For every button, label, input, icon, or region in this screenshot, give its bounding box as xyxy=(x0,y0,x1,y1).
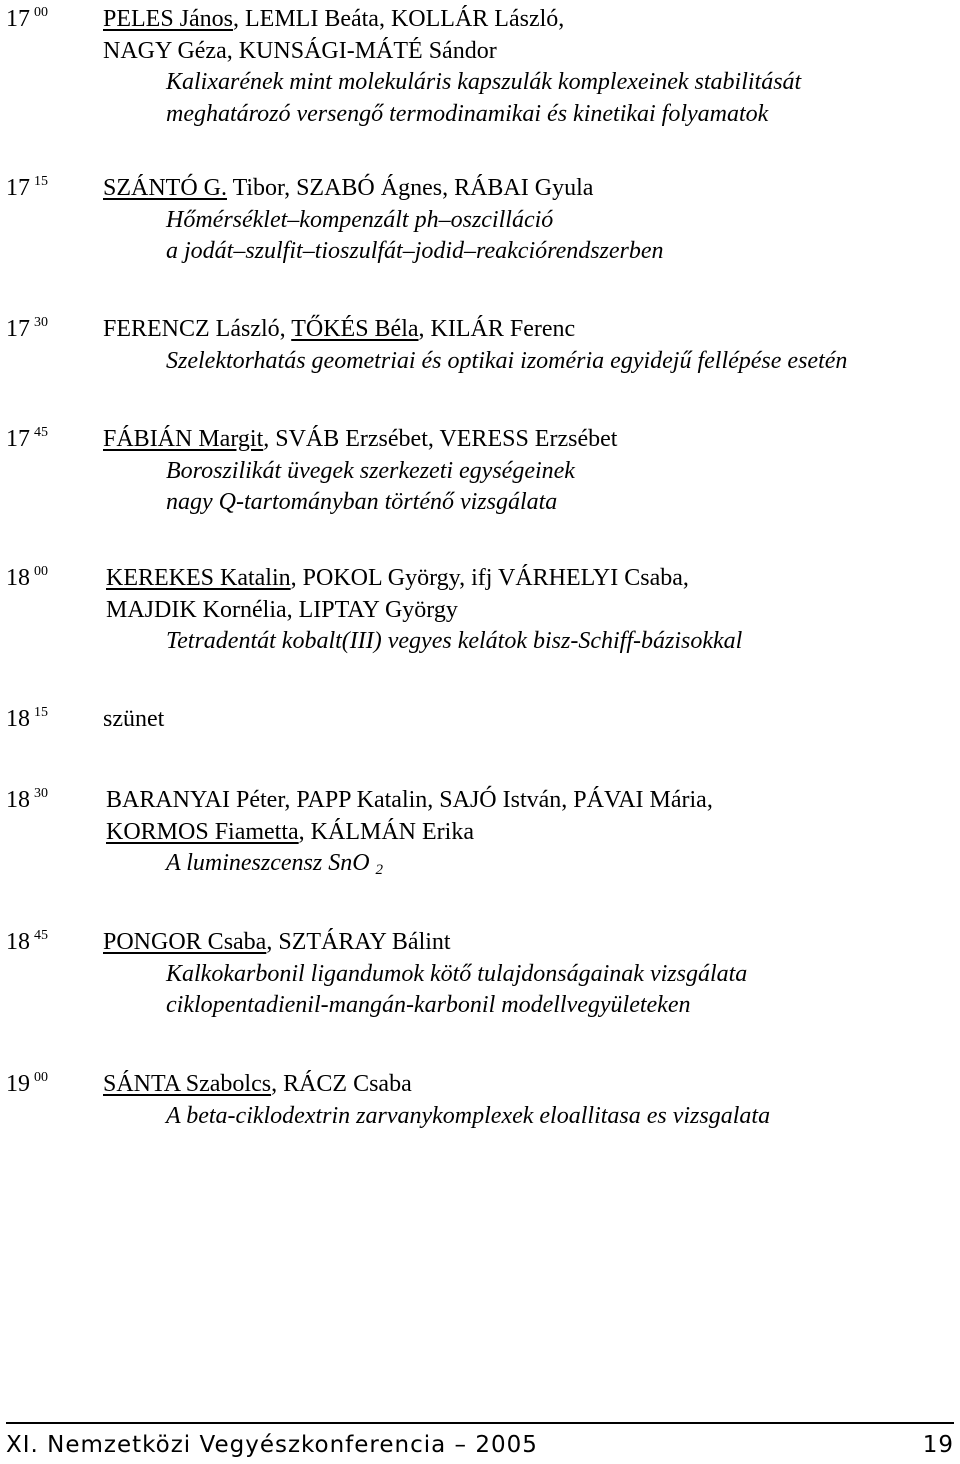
author-text: BARANYAI Péter, PAPP Katalin, SAJÓ István, PÁVAI Mária, xyxy=(106,787,713,813)
talk-title-text: meghatározó versengő termodinamikai és kinetikai folyamatok xyxy=(166,100,769,127)
author-text: , KÁLMÁN Erika xyxy=(298,818,474,845)
time-minute: 15 xyxy=(34,705,48,720)
time-slot xyxy=(6,314,48,348)
presenting-author: SZÁNTÓ G. xyxy=(103,175,227,201)
author-text: , RÁCZ Csaba xyxy=(271,1071,412,1097)
time-slot xyxy=(6,173,48,207)
author-line xyxy=(106,817,474,847)
talk-title xyxy=(166,205,553,235)
author-text: , KOLLÁR László, xyxy=(378,6,565,32)
footer-divider xyxy=(6,1422,954,1424)
break-label: szünet xyxy=(103,706,165,732)
author-line xyxy=(106,563,689,593)
time-hour: 18 xyxy=(6,565,30,591)
author-text: MAJDIK Kornélia, LIPTAY György xyxy=(106,596,458,623)
talk-title xyxy=(166,990,690,1020)
author-line xyxy=(103,314,575,344)
presenting-author: PONGOR Csaba xyxy=(103,929,267,955)
talk-title-text: Kalixarének mint molekuláris kapszulák komplexeinek stabilitását xyxy=(166,69,802,95)
time-minute: 00 xyxy=(34,1070,48,1085)
page-footer xyxy=(6,1430,954,1460)
time-minute: 15 xyxy=(34,174,48,189)
time-hour: 18 xyxy=(6,706,30,732)
time-hour: 19 xyxy=(6,1071,30,1097)
time-hour: 17 xyxy=(6,175,30,201)
talk-title-text: nagy Q-tartományban történő vizsgálata xyxy=(166,489,558,515)
talk-title-text: A lumineszcensz SnO xyxy=(166,850,370,876)
author-text: Tibor, SZABÓ Ágnes, RÁBAI Gyula xyxy=(227,175,594,201)
talk-title-text: Kalkokarbonil ligandumok kötő tulajdonságainak vizsgálata xyxy=(166,960,748,987)
talk-title xyxy=(166,959,747,989)
time-minute: 00 xyxy=(34,564,48,579)
time-minute: 45 xyxy=(34,928,48,943)
talk-title xyxy=(166,67,801,97)
author-line xyxy=(103,173,593,203)
author-text: NAGY Géza, KUNSÁGI-MÁTÉ Sándor xyxy=(103,37,497,64)
talk-title xyxy=(166,1101,770,1131)
time-slot xyxy=(6,4,48,38)
talk-title-text: A beta-ciklodextrin zarvanykomplexek eloallitasa es vizsgalata xyxy=(166,1102,771,1129)
time-minute: 30 xyxy=(34,786,48,801)
talk-title-text: Szelektorhatás geometriai és optikai izoméria egyidejű fellépése esetén xyxy=(166,347,848,374)
presenting-author: KEREKES Katalin xyxy=(106,565,291,591)
talk-title xyxy=(166,456,575,486)
talk-title xyxy=(166,99,768,129)
time-hour: 17 xyxy=(6,6,30,32)
talk-title xyxy=(166,236,664,266)
talk-title xyxy=(166,487,557,517)
footer-conference-title: XI. Nemzetközi Vegyészkonferencia – 2005 xyxy=(6,1432,538,1458)
author-line xyxy=(106,595,458,625)
talk-title-text: Boroszilikát üvegek szerkezeti egységeinek xyxy=(166,457,575,484)
talk-title-text: Hőmérséklet–kompenzált ph–oszcilláció xyxy=(166,206,554,233)
author-text: LEMLI Beáta xyxy=(245,6,379,32)
presenting-author: SÁNTA Szabolcs xyxy=(103,1071,272,1097)
time-slot xyxy=(6,785,48,819)
time-hour: 18 xyxy=(6,787,30,813)
author-text: , SVÁB Erzsébet, VERESS Erzsébet xyxy=(263,426,618,452)
page-number: 19 xyxy=(922,1432,954,1458)
presenting-author: TŐKÉS Béla xyxy=(291,316,419,342)
time-minute: 45 xyxy=(34,425,48,440)
author-line xyxy=(103,424,617,454)
presenting-author: FÁBIÁN Margit xyxy=(103,426,264,452)
author-line xyxy=(103,927,451,957)
talk-title-text: a jodát–szulfit–tioszulfát–jodid–reakciórendszerben xyxy=(166,238,664,264)
author-text: , xyxy=(233,6,246,32)
time-hour: 18 xyxy=(6,929,30,955)
time-hour: 17 xyxy=(6,316,30,342)
author-line xyxy=(106,785,713,815)
author-line xyxy=(103,36,497,66)
talk-title-text: Tetradentát kobalt(III) vegyes kelátok bisz-Schiff-bázisokkal xyxy=(166,628,743,654)
presenting-author: PELES János xyxy=(103,6,234,32)
author-text: FERENCZ László, xyxy=(103,316,292,342)
author-line xyxy=(103,4,564,34)
talk-title-text: ciklopentadienil-mangán-karbonil modellvegyületeken xyxy=(166,992,691,1018)
time-hour: 17 xyxy=(6,426,30,452)
author-text: , KILÁR Ferenc xyxy=(418,316,576,342)
time-slot xyxy=(6,563,48,597)
author-line xyxy=(103,1069,412,1099)
time-slot xyxy=(6,704,48,738)
talk-title xyxy=(166,848,383,885)
time-slot xyxy=(6,927,48,961)
talk-title xyxy=(166,346,847,376)
presenting-author: KORMOS Fiametta xyxy=(106,818,299,845)
time-minute: 00 xyxy=(34,5,48,20)
time-minute: 30 xyxy=(34,315,48,330)
time-slot xyxy=(6,1069,48,1103)
formula-subscript: 2 xyxy=(375,862,384,878)
author-text: , SZTÁRAY Bálint xyxy=(266,929,451,955)
time-slot xyxy=(6,424,48,458)
author-text: , POKOL György, ifj VÁRHELYI Csaba, xyxy=(290,565,689,591)
talk-title xyxy=(166,626,742,656)
